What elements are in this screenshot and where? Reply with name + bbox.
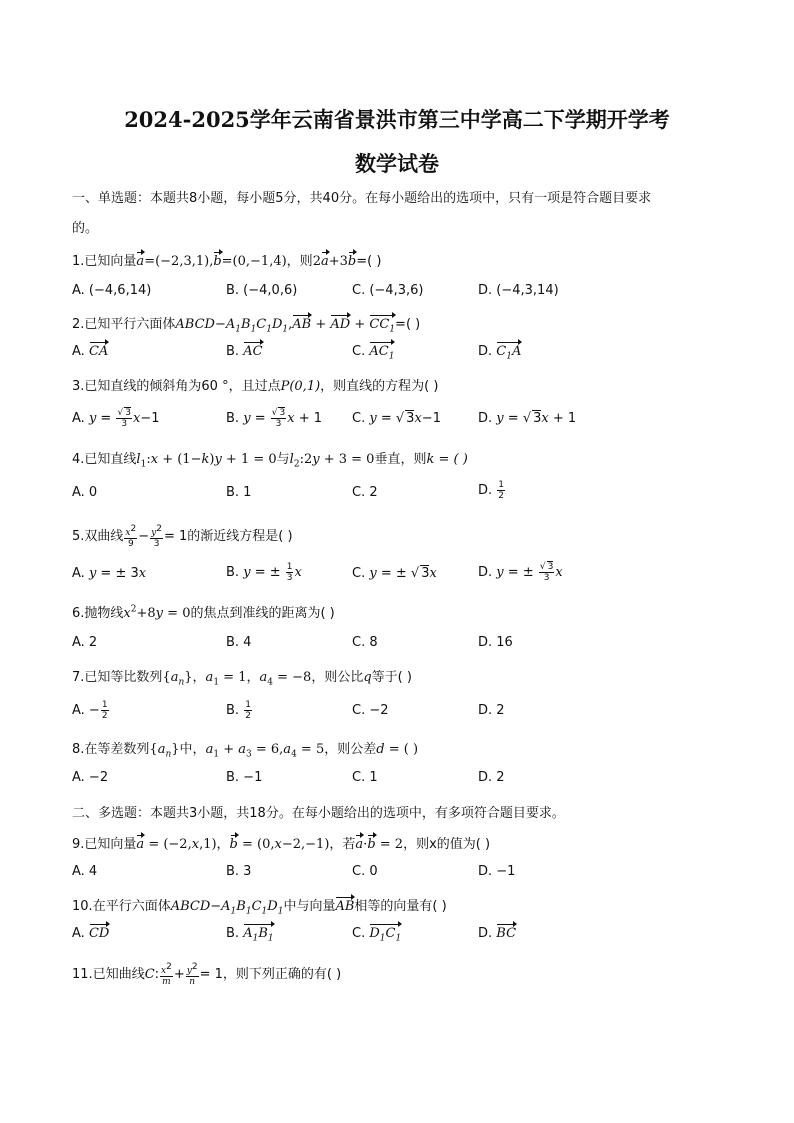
section-header-multi-choice: 二、多选题：本题共3小题，共18分。在每小题给出的选项中，有多项符合题目要求。 xyxy=(72,806,565,821)
option-3d: D. y = √ 3x + 1 xyxy=(478,411,577,426)
question-2: 2.已知平行六面体$ABCD-A_1B_1C_1D_1,AB$ + AD + $CC_1=$( ) xyxy=(72,317,421,335)
option-5b: B. y = ± $\frac{1}{3}$ x xyxy=(226,562,302,583)
option-8c: C. 1 xyxy=(352,770,378,785)
option-9b: B. 3 xyxy=(226,864,252,879)
question-8: 8.在等差数列$\{a_n\}$中，$a_1 + a_3 = 6,a_4 = 5$，则公差d = ( ) xyxy=(72,742,419,760)
option-7a: A. − $\frac{1}{2}$ xyxy=(72,700,108,721)
option-1a: A. (−4,6,14) xyxy=(72,283,152,298)
option-4c: C. 2 xyxy=(352,485,378,500)
option-7b: B. $\frac{1}{2}$ xyxy=(226,700,251,721)
question-5: 5.双曲线 $\frac{x^2}{9}$ − $\frac{y^2}{3}$ = 1的渐近线方程是( ) xyxy=(72,524,293,549)
option-8d: D. 2 xyxy=(478,770,505,785)
option-7d: D. 2 xyxy=(478,703,505,718)
option-6c: C. 8 xyxy=(352,635,378,650)
option-4b: B. 1 xyxy=(226,485,252,500)
option-8a: A. −2 xyxy=(72,770,109,785)
option-10a: A. CD xyxy=(72,926,110,941)
question-4: 4.已知直线$l_1:x + (1-k)y + 1 = 0$与$l_2:2y + 3 = 0$垂直，则k = ( ) xyxy=(72,452,468,470)
option-2a: A. CA xyxy=(72,344,109,359)
option-6b: B. 4 xyxy=(226,635,252,650)
exam-title: 2024-2025学年云南省景洪市第三中学高二下学期开学考 xyxy=(124,107,670,132)
option-1d: D. (−4,3,14) xyxy=(478,283,559,298)
option-7c: C. −2 xyxy=(352,703,389,718)
option-5a: A. y = ± 3x xyxy=(72,566,147,581)
question-3: 3.已知直线的倾斜角为60 °，且过点P(0,1)，则直线的方程为( ) xyxy=(72,379,439,394)
option-4a: A. 0 xyxy=(72,485,98,500)
option-6a: A. 2 xyxy=(72,635,98,650)
section-header-single-choice: 一、单选题：本题共8小题，每小题5分，共40分。在每小题给出的选项中，只有一项是符合题目要求 xyxy=(72,191,652,206)
option-2d: D. $C_1A$ xyxy=(478,344,522,362)
option-9c: C. 0 xyxy=(352,864,378,879)
question-10: 10.在平行六面体$ABCD-A_1B_1C_1D_1$中与向量AB相等的向量有( ) xyxy=(72,899,447,917)
option-10d: D. BC xyxy=(478,926,517,941)
question-11: 11.已知曲线C: $\frac{x^2}{m}$ + $\frac{y^2}{n}$ = 1，则下列正确的有( ) xyxy=(72,962,342,987)
exam-subtitle: 数学试卷 xyxy=(355,151,439,176)
option-4d: D. $\frac{1}{2}$ xyxy=(478,480,505,501)
option-6d: D. 16 xyxy=(478,635,513,650)
question-7: 7.已知等比数列$\{a_n\}$，$a_1 = 1$，$a_4 = -8$，则公比q等于( ) xyxy=(72,670,412,688)
option-3c: C. y = √ 3x−1 xyxy=(352,411,441,426)
question-6: 6.抛物线$x^2+8y = 0$的焦点到准线的距离为( ) xyxy=(72,604,335,621)
option-5c: C. y = ± √ 3x xyxy=(352,566,437,581)
question-1: 1.已知向量a=(−2,3,1),b=(0,−1,4)，则2a+3b=( ) xyxy=(72,254,382,269)
option-2c: C. $AC_1$ xyxy=(352,344,395,362)
section-header-single-choice-cont: 的。 xyxy=(72,221,99,236)
option-3b: B. y = $\frac{√ 3}{3}$ x + 1 xyxy=(226,408,322,429)
option-1c: C. (−4,3,6) xyxy=(352,283,424,298)
option-3a: A. y = $\frac{√ 3}{3}$ x−1 xyxy=(72,408,160,429)
option-8b: B. −1 xyxy=(226,770,263,785)
option-2b: B. AC xyxy=(226,344,263,359)
option-10b: B. $A_1B_1$ xyxy=(226,926,274,944)
option-10c: C. $D_1C_1$ xyxy=(352,926,402,944)
option-9d: D. −1 xyxy=(478,864,516,879)
option-9a: A. 4 xyxy=(72,864,98,879)
question-9: 9.已知向量a = (−2,x,1)，b = (0,x−2,−1)，若a·b = 2，则x的值为( ) xyxy=(72,837,491,852)
option-1b: B. (−4,0,6) xyxy=(226,283,298,298)
option-5d: D. y = ± $\frac{√ 3}{3}$ x xyxy=(478,562,563,583)
